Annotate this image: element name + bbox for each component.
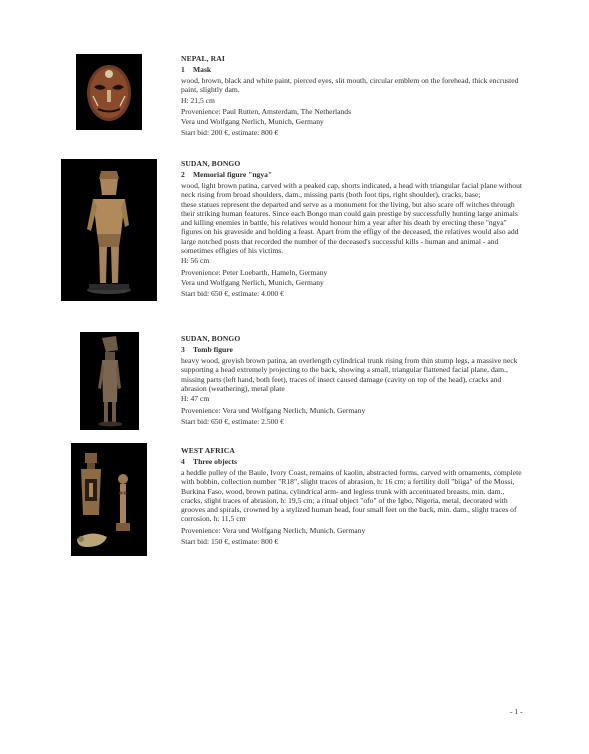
lot-2-title (181, 170, 526, 180)
lot-3-title-text: Tomb figure (193, 345, 233, 354)
lot-2-description: wood, light brown patina, carved with a peaked cap, shorts indicated, a head with triangular facial plane without neck rising from broad shoulders, dam., missing parts (both foot tips, right shoulder), cracks, base; (181, 181, 522, 200)
lot-3-price: Start bid: 650 €, estimate: 2.500 € (181, 417, 284, 427)
lot-4-title (181, 457, 526, 467)
lot-1-photo (76, 54, 142, 130)
lot-1-height: H: 21,5 cm (181, 95, 215, 105)
lot-1-provenance-2: Vera und Wolfgang Nerlich, Munich, Germany (181, 116, 324, 126)
mask-image (76, 54, 142, 130)
lot-2-region: SUDAN, BONGO (181, 159, 241, 168)
lot-1-title (181, 65, 526, 75)
three-objects-image (71, 443, 147, 556)
lot-1-title-text: Mask (193, 65, 212, 74)
lot-4-number: 4 (181, 457, 185, 466)
lot-1-region: NEPAL, RAI (181, 54, 225, 63)
lot-4-price: Start bid: 150 €, estimate: 800 € (181, 537, 279, 547)
page-number: - 1 - (510, 707, 523, 716)
lot-2-number: 2 (181, 170, 185, 179)
lot-4-region: WEST AFRICA (181, 446, 235, 455)
lot-3-height: H: 47 cm (181, 394, 210, 404)
lot-1-description: wood, brown, black and white paint, pierced eyes, slit mouth, circular emblem on the forehead, thick encrusted paint, slightly dam. (181, 76, 519, 95)
lot-2-title-text: Memorial figure "ngya" (193, 170, 273, 179)
lot-1-number: 1 (181, 65, 185, 74)
lot-2-photo (61, 159, 157, 301)
lot-3-provenance-1: Provenience: Vera und Wolfgang Nerlich, Munich, Germany (181, 405, 366, 415)
lot-4-photo (71, 443, 147, 556)
lot-2-height: H: 56 cm (181, 256, 210, 266)
lot-2-price: Start bid: 650 €, estimate: 4.000 € (181, 289, 284, 299)
lot-3-photo (80, 332, 139, 430)
lot-1-provenance-1: Provenience: Paul Rutten, Amsterdam, The Netherlands (181, 107, 352, 117)
lot-4-title-text: Three objects (193, 457, 237, 466)
tomb-figure-image (80, 332, 139, 430)
lot-3-description: heavy wood, greyish brown patina, an overlength cylindrical trunk rising from thin stump legs, a massive neck supporting a head extremely projecting to the back, showing a small, triangular flattened facial plane, dam., missing parts (left hand, both feet), traces of insect caused damage (cavity on top of the head), cracks and abrasion (weathering), metal plate (181, 356, 518, 393)
lot-2-description-context: these statues represent the departed and serve as a monument for the living, but also scare off witches through their striking human features. Since each Bongo man could gain prestige by successfully hunting large animals and killing enemies in battle, his relatives would honour him a year after his death by erecting these "ngya" figures on his graveside and holding a feast. Apart from the effigy of the deceased, the relatives would also add large notched posts that recorded the number of the deceased's successful kills - human and animal - and sometimes effigies of his victims. (181, 199, 519, 256)
lot-4-description: a heddle pulley of the Baule, Ivory Coast, remains of kaolin, abstracted forms, carved with ornaments, complete with bobbin, collection number "R18", slight traces of abrasion, h: 16 cm; a fertility doll "biiga" of the Mossi, Burkina Faso, wood, brown patina, cylindrical arm- and legless trunk with accentuated breasts, min. dam., cracks, slight traces of abrasion, h: 19,5 cm; a ritual object "ofo" of the Igbo, Nigeria, metal, decorated with grooves and spirals, crowned by a stylized human head, four small feet on the back, min. dam., slight traces of corrosion, h: 11,5 cm (181, 468, 522, 524)
lot-1-price: Start bid: 200 €, estimate: 800 € (181, 128, 279, 138)
lot-3-title (181, 345, 526, 355)
lot-2-provenance-1: Provenience: Peter Loebarth, Hameln, Germany (181, 267, 328, 277)
memorial-figure-image (61, 159, 157, 301)
lot-4-provenance-1: Provenience: Vera und Wolfgang Nerlich, Munich, Germany (181, 525, 366, 535)
lot-3-region: SUDAN, BONGO (181, 334, 241, 343)
lot-2-provenance-2: Vera und Wolfgang Nerlich, Munich, Germany (181, 277, 324, 287)
lot-3-number: 3 (181, 345, 185, 354)
